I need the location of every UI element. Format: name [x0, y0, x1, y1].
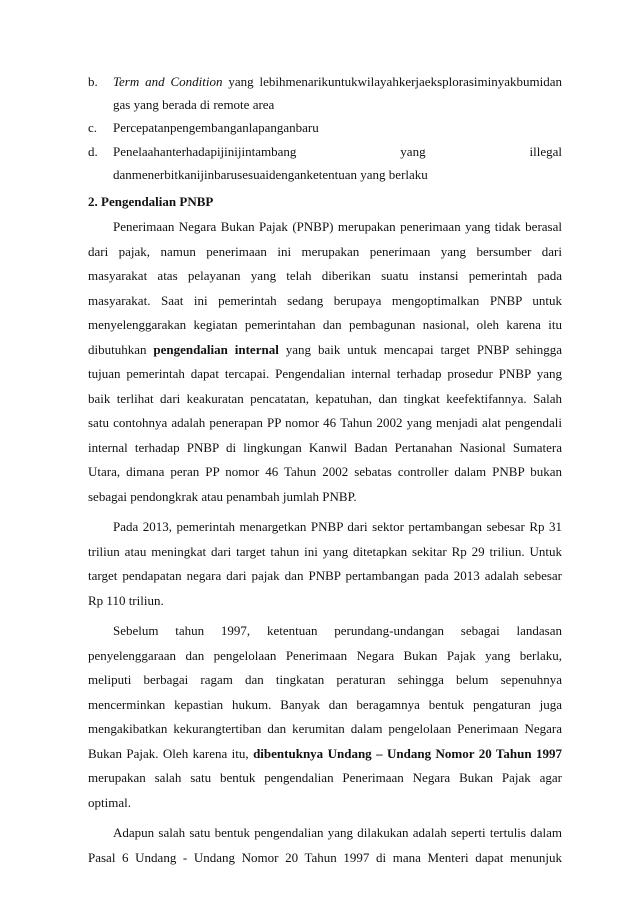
list-item-c: c. Percepatanpengembanganlapanganbaru	[88, 120, 319, 135]
paragraph-1-line-6: dibutuhkan pengendalian internal yang baik untuk mencapai target PNBP sehingga	[88, 342, 562, 357]
paragraph-1-line-11: Utara, dimana peran PP nomor 46 Tahun 2002 sebatas controller dalam PNBP bukan	[88, 464, 562, 479]
paragraph-3-line-2: penyelenggaraan dan pengelolaan Penerimaan Negara Bukan Pajak yang berlaku,	[88, 648, 562, 663]
paragraph-1-line-3: masyarakat atas pelayanan yang telah diberikan suatu instansi pemerintah pada	[88, 268, 562, 283]
paragraph-2-line-4: Rp 110 triliun.	[88, 593, 164, 608]
paragraph-3-line-1: Sebelum tahun 1997, ketentuan perundang-undangan sebagai landasan	[113, 623, 562, 638]
paragraph-1-line-12: sebagai pendongkrak atau penambah jumlah PNBP.	[88, 489, 357, 504]
paragraph-3-line-7: merupakan salah satu bentuk pengendalian Penerimaan Negara Bukan Pajak agar	[88, 770, 562, 785]
list-marker-c: c.	[88, 120, 98, 135]
list-item-b-line-2: gas yang berada di remote area	[113, 97, 275, 112]
paragraph-2-line-3: target pendapatan negara dari pajak dan PNBP pertambangan pada 2013 adalah sebesar	[88, 568, 562, 583]
list-item-d-line-1: d. Penelaahanterhadapijinijintambang yang illegal	[88, 144, 562, 159]
list-item-b-line-1: b. Term and Condition yang lebihmenarikuntukwilayahkerjaeksplorasiminyakbumidan	[88, 74, 562, 89]
list-marker-b: b.	[88, 74, 98, 89]
paragraph-2-line-1: Pada 2013, pemerintah menargetkan PNBP dari sektor pertambangan sebesar Rp 31	[113, 519, 562, 534]
paragraph-1-line-8: baik terlihat dari keakuratan pencatatan, kepatuhan, dan tingkat keefektifannya. Salah	[88, 391, 562, 406]
paragraph-4-line-1: Adapun salah satu bentuk pengendalian yang dilakukan adalah seperti tertulis dalam	[113, 825, 562, 840]
paragraph-1-line-10: internal terhadap PNBP di lingkungan Kanwil Badan Pertanahan Nasional Sumatera	[88, 440, 562, 455]
paragraph-3-line-5: mengakibatkan kekurangtertiban dan kerumitan dalam pengelolaan Penerimaan Negara	[88, 721, 562, 736]
paragraph-1-line-9: satu contohnya adalah penerapan PP nomor 46 Tahun 2002 yang menjadi alat pengendali	[88, 415, 562, 430]
paragraph-1-line-7: tujuan pemerintah dapat tercapai. Pengendalian internal terhadap prosedur PNBP yang	[88, 366, 562, 381]
paragraph-1-line-1: Penerimaan Negara Bukan Pajak (PNBP) merupakan penerimaan yang tidak berasal	[113, 219, 562, 234]
paragraph-3-line-8: optimal.	[88, 795, 131, 810]
pengendalian-internal-bold: pengendalian internal	[153, 342, 279, 357]
paragraph-1-line-4: masyarakat. Saat ini pemerintah sedang berupaya mengoptimalkan PNBP untuk	[88, 293, 562, 308]
list-item-d-line-2: danmenerbitkanijinbarusesuaidenganketentuan yang berlaku	[113, 167, 428, 182]
undang-undang-bold: dibentuknya Undang – Undang Nomor 20 Tahun 1997	[253, 746, 562, 761]
paragraph-1-line-2: dari pajak, namun penerimaan ini merupakan penerimaan yang bersumber dari	[88, 244, 562, 259]
paragraph-4-line-2: Pasal 6 Undang - Undang Nomor 20 Tahun 1997 di mana Menteri dapat menunjuk	[88, 850, 562, 865]
term-and-condition-text: Term and Condition	[113, 74, 223, 89]
paragraph-3-line-6: Bukan Pajak. Oleh karena itu, dibentuknya Undang – Undang Nomor 20 Tahun 1997	[88, 746, 562, 761]
paragraph-2-line-2: triliun atau meningkat dari target tahun ini yang ditetapkan sekitar Rp 29 triliun. Untuk	[88, 544, 562, 559]
section-heading: 2. Pengendalian PNBP	[88, 194, 214, 209]
paragraph-1-line-5: menyelenggarakan kegiatan pemerintahan dan pembagunan nasional, oleh karena itu	[88, 317, 562, 332]
list-marker-d: d.	[88, 144, 98, 159]
paragraph-3-line-3: meliputi berbagai ragam dan tingkatan peraturan sehingga belum sepenuhnya	[88, 672, 562, 687]
paragraph-3-line-4: mencerminkan kepastian hukum. Banyak dan beragamnya bentuk pengaturan juga	[88, 697, 562, 712]
